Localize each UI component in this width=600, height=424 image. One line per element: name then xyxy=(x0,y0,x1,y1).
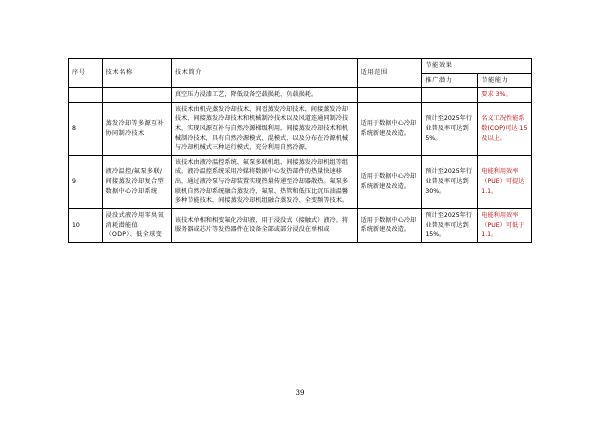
cell-tech-intro: 该技术由液冷温控系统、氟泵多联机组、间接蒸发冷却机组等组成。液冷温控系统采用冷媒将数据中心发热部件的热量快速移出，通过液冷泵与冷却装置实现热量传递至冷却器散热。氟泵多联机自然冷却系统融合蒸发冷、氟泵、热管和低压比沉压油温馨多种节能技术，间接蒸发冷却机组融合蒸发冷、全变频等技术。 xyxy=(171,155,357,208)
header-seq: 序号 xyxy=(69,59,103,88)
table-header xyxy=(69,59,532,88)
table-row xyxy=(69,155,532,208)
cell-tech-intro: 该技术单相和相变氟化冷却液，用于浸没式（接触式）液冷。将服务器或芯片等发热器件在设备全部或部分浸没在单相或 xyxy=(171,208,357,242)
cell-tech-name: 蒸发冷却等多源互补协同制冷技术 xyxy=(102,102,171,155)
cell-scope: 适用于数据中心冷却系统新建及改造。 xyxy=(357,155,422,208)
cell-tech-name: 浸没式液冷用零臭氧消耗潜能值（ODP）、低全球变 xyxy=(102,208,171,242)
table-row xyxy=(69,88,532,103)
cell-tech-intro: 真空压力浸漆工艺，降低设备空载损耗、负载损耗。 xyxy=(171,88,357,103)
cell-scope xyxy=(357,88,422,103)
page-number: 39 xyxy=(295,389,305,397)
cell-seq: 10 xyxy=(69,208,103,242)
cell-seq: 8 xyxy=(69,102,103,155)
cell-tech-name xyxy=(102,88,171,103)
cell-seq: 9 xyxy=(69,155,103,208)
table-row xyxy=(69,102,532,155)
cell-penetration: 预计至2025年行业普及率可达到5%。 xyxy=(422,102,478,155)
cell-capacity: 名义工况性能系数(COP)可达 15 及以上。 xyxy=(478,102,532,155)
header-tech-intro: 技术简介 xyxy=(171,59,357,88)
cell-penetration: 预计至2025年行业普及率可达到30%。 xyxy=(422,155,478,208)
header-penetration: 推广潜力 xyxy=(422,73,478,88)
table-header-row-1 xyxy=(69,59,532,74)
energy-saving-tech-table xyxy=(68,58,532,243)
cell-capacity: 要求 3%。 xyxy=(478,88,532,103)
header-scope: 适用范围 xyxy=(357,59,422,88)
cell-seq xyxy=(69,88,103,103)
table-body xyxy=(69,88,532,243)
cell-capacity: 电能利用效率（PUE）可提达1.1。 xyxy=(478,155,532,208)
cell-penetration: 预计至2025年行业普及率可达到15%。 xyxy=(422,208,478,242)
cell-capacity: 电能利用效率（PUE）可低于 1.1。 xyxy=(478,208,532,242)
table-row xyxy=(69,208,532,242)
cell-scope: 适用于数据中心冷却系统新建及改造。 xyxy=(357,208,422,242)
header-tech-name: 技术名称 xyxy=(102,59,171,88)
cell-penetration xyxy=(422,88,478,103)
cell-tech-intro: 该技术由机壳蒸发冷却技术、间접蒸发冷却技术、间接蒸发冷却技术、间接蒸发冷却技术和机械制冷技术以及风道连通同制冷技术，实现风源互补与自然冷源梯级利用，间接蒸发冷却技术和机械制冷技术，具有自然冷源模式、混模式、以及分布在冷源机械与冷却机械式三种运行模式，充分利用自然冷源。 xyxy=(171,102,357,155)
header-effect-group: 节能效果 xyxy=(422,59,532,74)
cell-scope: 适用于数据中心冷却系统新建及改造。 xyxy=(357,102,422,155)
header-capacity: 节能能力 xyxy=(478,73,532,88)
cell-tech-name: 液冷温控/氟泵多联/间接蒸发冷却复合型数据中心冷却系统 xyxy=(102,155,171,208)
